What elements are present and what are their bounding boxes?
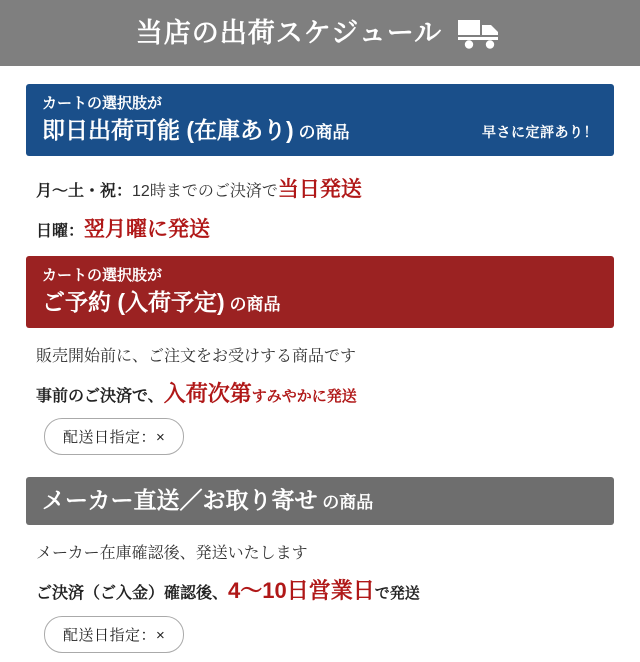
preorder-line-payment-label: 事前のご決済で、	[36, 387, 164, 405]
band-small-label-2: カートの選択肢が	[42, 267, 163, 285]
dropship-line-payment-highlight: 4～10日営業日	[228, 577, 375, 603]
page-content	[0, 66, 640, 659]
shipping-line-weekday-text: 12時までのご決済で	[132, 183, 278, 201]
band-small-label-1: カートの選択肢が	[42, 95, 163, 112]
band-main-suffix-2: の商品	[224, 294, 281, 314]
preorder-line-payment-highlight: 入荷次第	[163, 380, 252, 406]
band-main-suffix-3: の商品	[317, 493, 374, 513]
shipping-line-sunday-label: 日曜：	[36, 223, 85, 241]
delivery-truck-icon	[456, 16, 504, 50]
section-band-in-stock	[26, 84, 614, 156]
dropship-line-description	[36, 539, 604, 569]
spacer-1	[26, 461, 614, 477]
band-main-text-1: 即日出荷可能 (在庫あり)	[42, 116, 294, 143]
dropship-line-payment-tail: で発送	[374, 584, 420, 602]
section-band-dropship	[26, 477, 614, 525]
band-main-label-3	[42, 486, 373, 515]
shipping-line-sunday-highlight: 翌月曜に発送	[84, 218, 211, 242]
delivery-date-badge-dropship: 配送日指定：×	[44, 616, 184, 653]
delivery-date-badge-preorder: 配送日指定：×	[44, 418, 184, 455]
preorder-line-description	[36, 342, 604, 372]
band-main-text-3: メーカー直送／お取り寄せ	[42, 487, 318, 514]
band-main-label-2	[42, 288, 598, 317]
band-main-text-2: ご予約 (入荷予定)	[42, 288, 225, 315]
page-header	[0, 0, 640, 66]
page-title: 当店の出荷スケジュール	[135, 17, 443, 48]
shipping-line-weekday	[36, 170, 604, 210]
band-main-suffix-1: の商品	[293, 122, 350, 142]
section-band-preorder	[26, 256, 614, 328]
section-lines-dropship	[26, 525, 614, 658]
dropship-line-payment	[36, 570, 604, 612]
section-lines-preorder	[26, 328, 614, 461]
dropship-line-payment-label: ご決済（ご入金）確認後、	[36, 584, 229, 602]
dropship-line-description-text: メーカー在庫確認後、発送いたします	[36, 545, 308, 563]
shipping-line-weekday-highlight: 当日発送	[277, 178, 362, 202]
preorder-line-payment-tail: すみやかに発送	[251, 387, 357, 405]
preorder-line-payment	[36, 373, 604, 415]
section-lines-in-stock	[26, 156, 614, 256]
band-note-badge: 早さに定評あり！	[482, 124, 598, 141]
preorder-line-description-text: 販売開始前に、ご注文をお受けする商品です	[36, 348, 357, 366]
shipping-line-sunday	[36, 210, 604, 250]
shipping-line-weekday-label: 月～土・祝：	[36, 183, 133, 201]
